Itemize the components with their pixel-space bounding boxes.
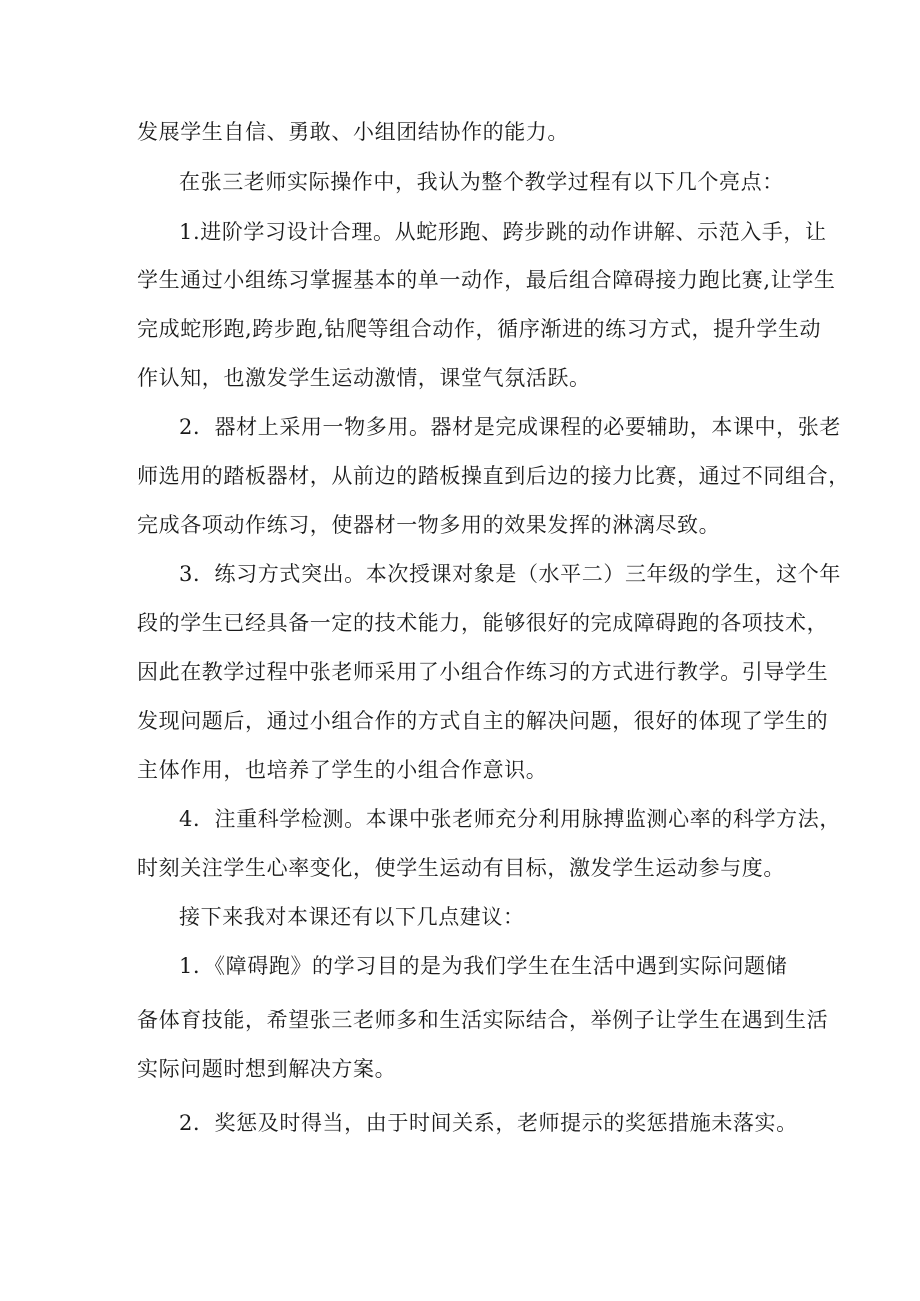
text-line: 实际问题时想到解决方案。: [137, 1057, 397, 1081]
text-line: 时刻关注学生心率变化，使学生运动有目标，激发学生运动参与度。: [137, 856, 785, 880]
text-line: 因此在教学过程中张老师采用了小组合作练习的方式进行教学。引导学生: [137, 660, 829, 684]
text-line: 发展学生自信、勇敢、小组团结协作的能力。: [137, 120, 569, 144]
text-line: 接下来我对本课还有以下几点建议：: [179, 905, 525, 929]
text-line: 在张三老师实际操作中，我认为整个教学过程有以下几个亮点：: [179, 170, 784, 194]
text-line: 备体育技能，希望张三老师多和生活实际结合，举例子让学生在遇到生活: [137, 1008, 829, 1032]
text-line: 2．奖惩及时得当，由于时间关系，老师提示的奖惩措施未落实。: [179, 1111, 798, 1135]
text-line: 完成蛇形跑,跨步跑,钻爬等组合动作，循序渐进的练习方式，提升学生动: [137, 317, 822, 341]
text-line: 1．《障碍跑》的学习目的是为我们学生在生活中遇到实际问题储: [179, 954, 788, 978]
text-line: 2．器材上采用一物多用。器材是完成课程的必要辅助，本课中，张老: [179, 415, 841, 439]
text-line: 3．练习方式突出。本次授课对象是（水平二）三年级的学生，这个年: [179, 562, 841, 586]
text-line: 作认知，也激发学生运动激情，课堂气氛活跃。: [137, 366, 591, 390]
text-line: 1.进阶学习设计合理。从蛇形跑、跨步跳的动作讲解、示范入手，让: [179, 220, 827, 244]
text-line: 师选用的踏板器材，从前边的踏板操直到后边的接力比赛，通过不同组合，: [137, 464, 850, 488]
text-line: 4．注重科学检测。本课中张老师充分利用脉搏监测心率的科学方法，: [179, 807, 841, 831]
text-line: 发现问题后，通过小组合作的方式自主的解决问题，很好的体现了学生的: [137, 709, 829, 733]
text-line: 主体作用，也培养了学生的小组合作意识。: [137, 758, 548, 782]
text-line: 完成各项动作练习，使器材一物多用的效果发挥的淋漓尽致。: [137, 513, 721, 537]
text-line: 段的学生已经具备一定的技术能力，能够很好的完成障碍跑的各项技术，: [137, 611, 829, 635]
text-line: 学生通过小组练习掌握基本的单一动作，最后组合障碍接力跑比赛,让学生: [137, 268, 836, 292]
